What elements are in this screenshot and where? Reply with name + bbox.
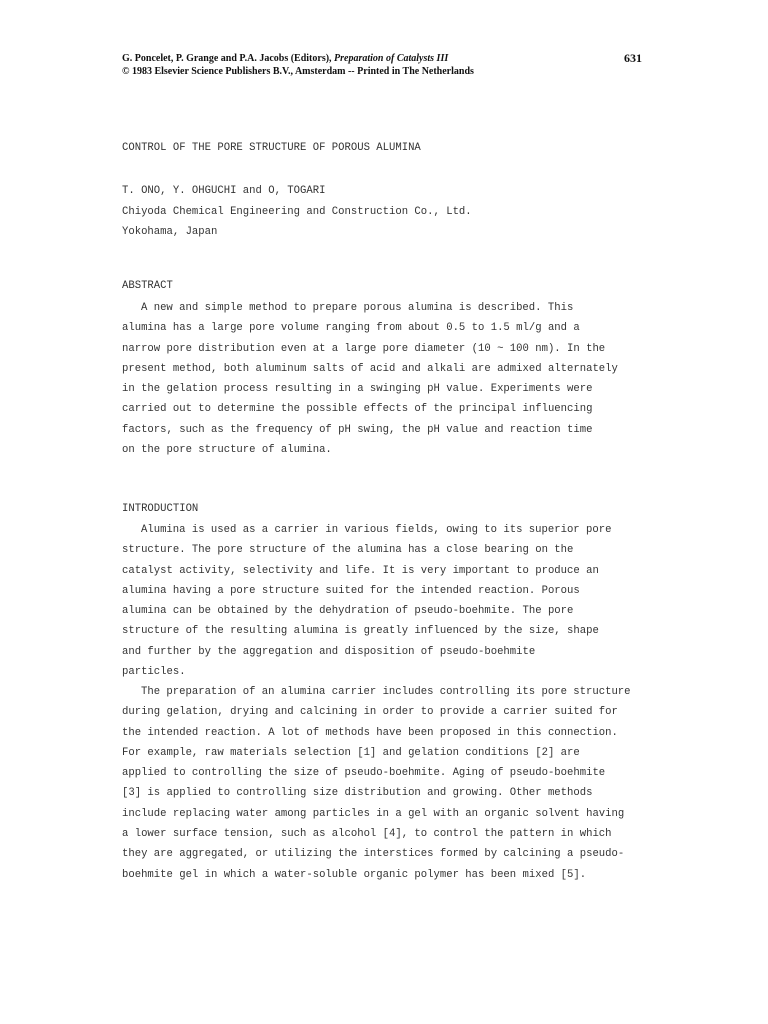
introduction-paragraph-2 <box>122 682 652 885</box>
text-line: alumina can be obtained by the dehydration of pseudo-boehmite. The pore <box>122 605 574 618</box>
text-line: on the pore structure of alumina. <box>122 444 332 457</box>
text-line: A new and simple method to prepare porous alumina is described. This <box>141 302 574 314</box>
running-header <box>122 52 652 78</box>
text-line: boehmite gel in which a water-soluble organic polymer has been mixed [5]. <box>122 868 587 881</box>
text-line: structure. The pore structure of the alumina has a close bearing on the <box>122 544 574 557</box>
introduction-paragraph-1 <box>122 520 652 682</box>
author-names: T. ONO, Y. OHGUCHI and O, TOGARI <box>122 185 326 197</box>
text-line: include replacing water among particles in a gel with an organic solvent having <box>122 807 625 820</box>
book-title: Preparation of Catalysts III <box>334 53 449 64</box>
text-line: The preparation of an alumina carrier includes controlling its pore structure <box>141 686 631 698</box>
abstract-heading: ABSTRACT <box>122 280 173 292</box>
citation-line <box>122 52 652 65</box>
text-line: a lower surface tension, such as alcohol [4], to control the pattern in which <box>122 828 612 841</box>
text-line: in the gelation process resulting in a swinging pH value. Experiments were <box>122 383 593 396</box>
text-line: carried out to determine the possible effects of the principal influencing <box>122 403 593 416</box>
location: Yokohama, Japan <box>122 226 218 238</box>
text-line: alumina has a large pore volume ranging from about 0.5 to 1.5 ml/g and a <box>122 322 580 335</box>
page-number: 631 <box>624 51 642 65</box>
abstract-body <box>122 298 652 460</box>
introduction-heading: INTRODUCTION <box>122 503 199 515</box>
text-line: structure of the resulting alumina is greatly influenced by the size, shape <box>122 625 599 638</box>
publisher-line: © 1983 Elsevier Science Publishers B.V., Amsterdam -- Printed in The Netherlands <box>122 66 474 77</box>
text-line: and further by the aggregation and disposition of pseudo-boehmite <box>122 645 536 658</box>
text-line: alumina having a pore structure suited for the intended reaction. Porous <box>122 584 580 597</box>
text-line: narrow pore distribution even at a large pore diameter (10 ~ 100 nm). In the <box>122 342 606 355</box>
text-line: applied to controlling the size of pseudo-boehmite. Aging of pseudo-boehmite <box>122 767 606 780</box>
text-line: [3] is applied to controlling size distribution and growing. Other methods <box>122 787 593 800</box>
text-line: they are aggregated, or utilizing the interstices formed by calcining a pseudo- <box>122 848 625 861</box>
text-line: factors, such as the frequency of pH swing, the pH value and reaction time <box>122 423 593 436</box>
text-line: catalyst activity, selectivity and life. It is very important to produce an <box>122 564 599 577</box>
text-line: present method, both aluminum salts of acid and alkali are admixed alternately <box>122 362 618 375</box>
text-line: For example, raw materials selection [1] and gelation conditions [2] are <box>122 746 580 759</box>
text-line: the intended reaction. A lot of methods have been proposed in this connection. <box>122 726 618 739</box>
editors: G. Poncelet, P. Grange and P.A. Jacobs (Editors), <box>122 53 332 64</box>
text-line: particles. <box>122 666 186 679</box>
text-line: during gelation, drying and calcining in order to provide a carrier suited for <box>122 706 618 719</box>
paper-title: CONTROL OF THE PORE STRUCTURE OF POROUS ALUMINA <box>122 142 421 154</box>
text-line: Alumina is used as a carrier in various fields, owing to its superior pore <box>141 524 612 536</box>
affiliation: Chiyoda Chemical Engineering and Construction Co., Ltd. <box>122 205 472 218</box>
author-block <box>122 181 472 243</box>
